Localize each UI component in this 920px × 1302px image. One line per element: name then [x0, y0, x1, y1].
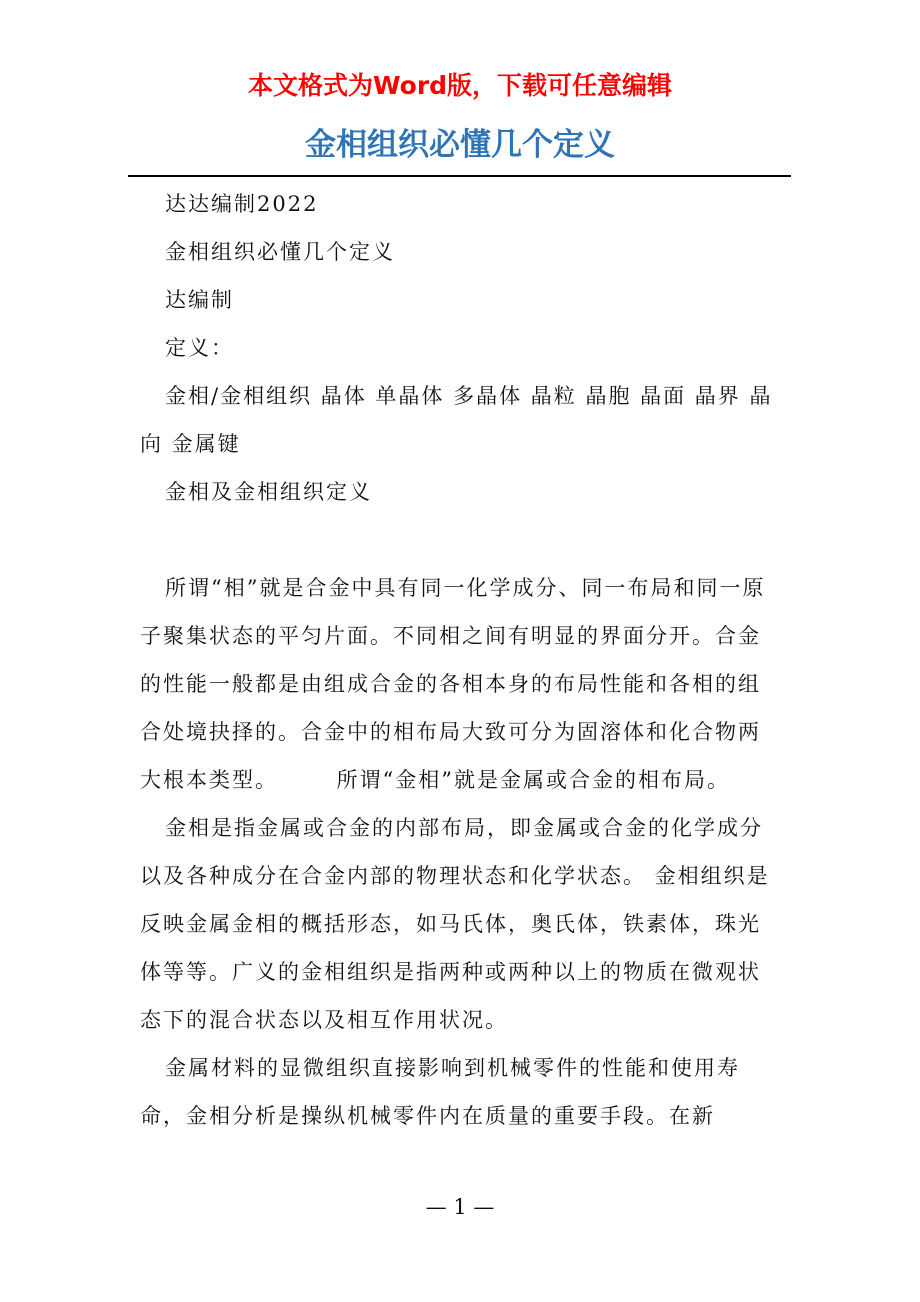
- microstructure-paragraph: 金属材料的显微组织直接影响到机械零件的性能和使用寿命，金相分析是操纵机械零件内在质量的重要手段。在新: [140, 1056, 740, 1128]
- document-title: 金相组织必懂几个定义: [305, 127, 615, 163]
- body-title-line: 金相组织必懂几个定义: [165, 240, 395, 264]
- author-line: 达达编制2022: [165, 192, 319, 216]
- download-notice-banner: 本文格式为Word版，下载可任意编辑: [247, 71, 673, 100]
- definitions-heading: 定义：: [165, 336, 234, 360]
- document-body: [140, 180, 783, 1140]
- blank-line: [140, 516, 783, 564]
- title-divider: [128, 175, 791, 177]
- editor-line: 达编制: [165, 288, 234, 312]
- phase-definition-paragraph: 所谓“相”就是合金中具有同一化学成分、同一布局和同一原子聚集状态的平匀片面。不同相之间有明显的界面分开。合金的性能一般都是由组成合金的各相本身的布局性能和各相的组合处境抉择的。合金中的相布局大致可分为固溶体和化合物两大根本类型。 所谓“金相”就是金属或合金的相布局。: [140, 576, 766, 792]
- terms-list-paragraph: 金相/金相组织 晶体 单晶体 多晶体 晶粒 晶胞 晶面 晶界 晶向 金属键: [140, 384, 773, 456]
- section-heading: 金相及金相组织定义: [165, 480, 372, 504]
- metallography-definition-paragraph: 金相是指金属或合金的内部布局，即金属或合金的化学成分以及各种成分在合金内部的物理状态和化学状态。 金相组织是反映金属金相的概括形态，如马氏体，奥氏体，铁素体，珠光体等等。广义的金相组织是指两种或两种以上的物质在微观状态下的混合状态以及相互作用状况。: [140, 816, 770, 1032]
- page-number: — 1 —: [425, 1195, 495, 1219]
